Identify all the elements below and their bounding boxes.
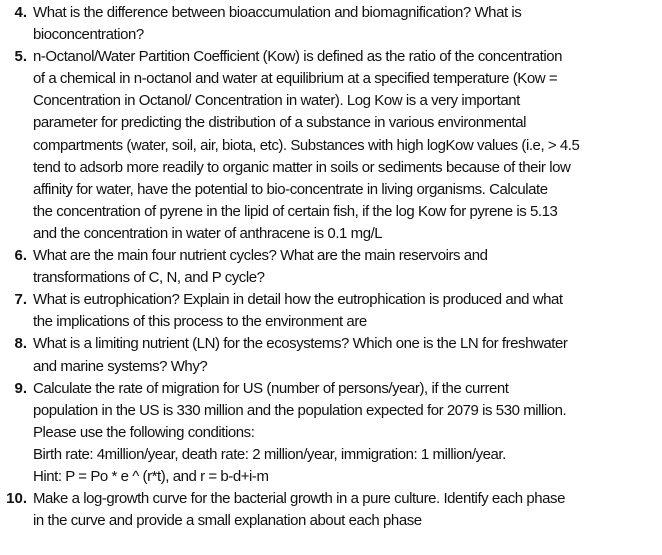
question-number: 6. <box>14 247 27 265</box>
question-text <box>33 333 662 377</box>
question-item <box>0 2 662 46</box>
text-line: Birth rate: 4million/year, death rate: 2 million/year, immigration: 1 million/year. <box>33 445 506 463</box>
question-text <box>33 289 662 333</box>
question-text <box>33 46 662 245</box>
text-line: affinity for water, have the potential to bio-concentrate in living organisms. Calculate <box>33 180 548 198</box>
question-number: 7. <box>14 291 27 309</box>
text-line: and the concentration in water of anthracene is 0.1 mg/L <box>33 224 383 242</box>
text-line: parameter for predicting the distribution of a substance in various environmental <box>33 114 527 132</box>
question-number: 5. <box>14 48 27 66</box>
text-line: and marine systems? Why? <box>33 357 208 375</box>
text-line: What is the difference between bioaccumulation and biomagnification? What is <box>33 4 522 21</box>
text-line: Hint: P = Po * e ^ (r*t), and r = b-d+i-m <box>33 467 269 485</box>
question-item <box>0 46 662 245</box>
question-item <box>0 378 662 488</box>
question-item <box>0 245 662 289</box>
text-line: tend to adsorb more readily to organic matter in soils or sediments because of their low <box>33 158 571 176</box>
text-line: compartments (water, soil, air, biota, etc). Substances with high logKow values (i.e, > 4.5 <box>33 136 580 154</box>
question-number: 9. <box>14 379 27 397</box>
text-line: the implications of this process to the environment are <box>33 313 367 331</box>
text-line: the concentration of pyrene in the lipid of certain fish, if the log Kow for pyrene is 5.13 <box>33 202 558 220</box>
text-line: population in the US is 330 million and the population expected for 2079 is 530 million. <box>33 401 567 419</box>
question-number: 8. <box>14 335 27 353</box>
question-text <box>33 245 662 289</box>
question-number: 10. <box>6 490 27 508</box>
question-text <box>33 488 662 532</box>
text-line: n-Octanol/Water Partition Coefficient (Kow) is defined as the ratio of the concentration <box>33 48 563 66</box>
question-item <box>0 289 662 333</box>
text-line: bioconcentration? <box>33 26 144 44</box>
text-line: What is a limiting nutrient (LN) for the ecosystems? Which one is the LN for freshwater <box>33 335 568 353</box>
text-line: What are the main four nutrient cycles? What are the main reservoirs and <box>33 247 488 265</box>
text-line: Calculate the rate of migration for US (number of persons/year), if the current <box>33 379 509 397</box>
question-number: 4. <box>14 4 27 21</box>
question-text <box>33 2 662 46</box>
question-item <box>0 488 662 532</box>
text-line: in the curve and provide a small explanation about each phase <box>33 512 422 530</box>
text-line: of a chemical in n-octanol and water at equilibrium at a specified temperature (Kow = <box>33 70 558 88</box>
text-line: What is eutrophication? Explain in detail how the eutrophication is produced and what <box>33 291 563 309</box>
text-line: Make a log-growth curve for the bacterial growth in a pure culture. Identify each phase <box>33 490 565 508</box>
question-text <box>33 378 662 488</box>
text-line: Concentration in Octanol/ Concentration in water). Log Kow is a very important <box>33 92 520 110</box>
text-line: transformations of C, N, and P cycle? <box>33 269 265 287</box>
text-line: Please use the following conditions: <box>33 423 255 441</box>
question-item <box>0 333 662 377</box>
